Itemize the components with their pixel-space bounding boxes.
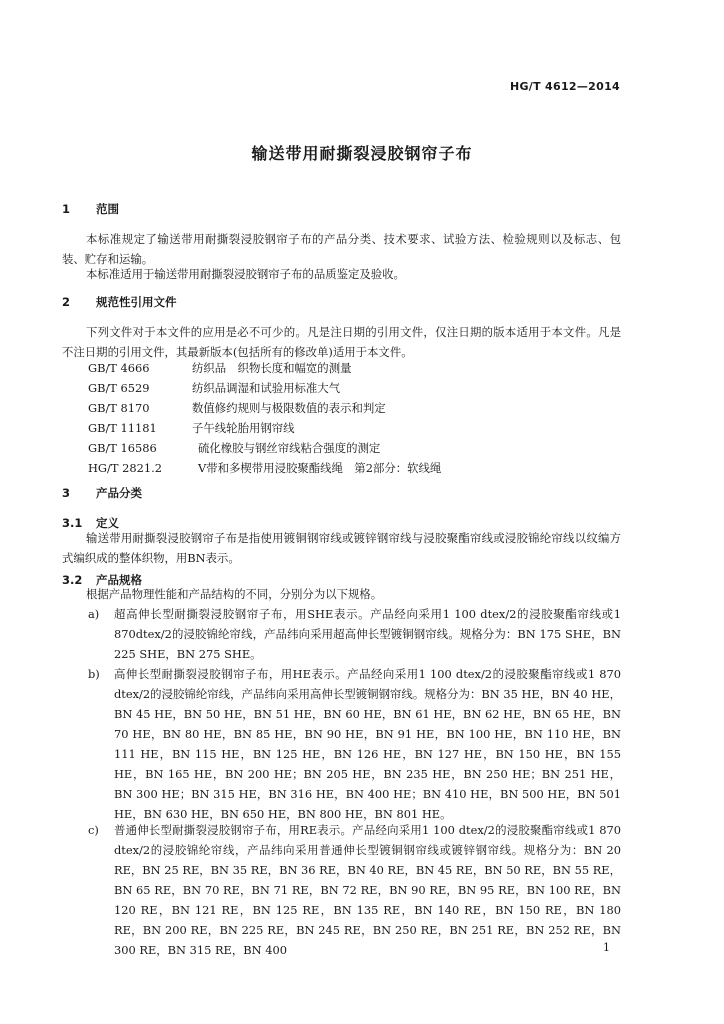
reference-code: GB/T 16586 [88,441,157,455]
reference-name: 纺织品调湿和试验用标准大气 [192,381,341,395]
reference-item [88,458,441,478]
reference-item [88,398,386,418]
section-3-2-paragraph-1: 根据产品物理性能和产品结构的不同，分别分为以下规格。 [86,587,383,601]
section-1-heading [62,201,119,217]
reference-item [88,438,380,458]
reference-name: 纺织品 织物长度和幅宽的测量 [192,361,352,375]
section-number: 2 [62,295,71,309]
section-3-1-paragraph-1: 输送带用耐撕裂浸胶钢帘子布是指使用镀铜钢帘线或镀锌钢帘线与浸胶聚酯帘线或浸胶锦纶帘线以纹编方式编织成的整体织物，用BN表示。 [62,531,621,565]
section-number: 1 [62,202,71,216]
section-number: 3.2 [62,573,83,587]
section-title: 产品分类 [96,486,142,500]
section-3-heading [62,485,142,501]
list-marker: b) [88,667,100,681]
section-title: 产品规格 [96,573,142,587]
list-item [62,604,621,664]
document-title: 输送带用耐撕裂浸胶钢帘子布 [251,144,473,163]
reference-code: GB/T 8170 [88,401,150,415]
list-marker: c) [88,823,99,837]
reference-name: 子午线轮胎用钢帘线 [192,421,295,435]
section-number: 3 [62,486,71,500]
list-text: 普通伸长型耐撕裂浸胶钢帘子布，用RE表示。产品经向采用1 100 dtex/2的浸胶聚酯帘线或1 870 dtex/2的浸胶锦纶帘线，产品纬向采用普通伸长型镀铜钢帘线或镀锌钢帘线。规格分为：BN 20 RE，BN 25 RE，BN 35 RE，BN 36 RE，BN 40 RE，BN 45 RE，BN 50 RE，BN 55 RE，BN 65 RE，BN 70 RE，BN 71 RE，BN 72 RE，BN 90 RE，BN 95 RE，BN 100 RE，BN 120 RE，BN 121 RE，BN 125 RE，BN 135 RE，BN 140 RE，BN 150 RE，BN 180 RE，BN 200 RE，BN 225 RE，BN 245 RE，BN 250 RE，BN 251 RE，BN 252 RE，BN 300 RE，BN 315 RE，BN 400 [114,823,621,957]
reference-name: 硫化橡胶与钢丝帘线粘合强度的测定 [198,441,381,455]
reference-item [88,378,340,398]
list-text: 高伸长型耐撕裂浸胶钢帘子布，用HE表示。产品经向采用1 100 dtex/2的浸胶聚酯帘线或1 870 dtex/2的浸胶锦纶帘线，产品纬向采用高伸长型镀铜钢帘线。规格分为：BN 35 HE，BN 40 HE，BN 45 HE，BN 50 HE，BN 51 HE，BN 60 HE，BN 61 HE，BN 62 HE，BN 65 HE，BN 70 HE，BN 80 HE，BN 85 HE，BN 90 HE，BN 91 HE，BN 100 HE，BN 110 HE，BN 111 HE，BN 115 HE，BN 125 HE，BN 126 HE，BN 127 HE，BN 150 HE，BN 155 HE，BN 165 HE，BN 200 HE；BN 205 HE，BN 235 HE，BN 250 HE；BN 251 HE，BN 300 HE；BN 315 HE，BN 316 HE，BN 400 HE；BN 410 HE，BN 500 HE，BN 501 HE，BN 630 HE，BN 650 HE，BN 800 HE，BN 801 HE。 [114,667,621,821]
list-marker: a) [88,607,100,621]
section-2-paragraph-1: 下列文件对于本文件的应用是必不可少的。凡是注日期的引用文件，仅注日期的版本适用于本文件。凡是不注日期的引用文件，其最新版本(包括所有的修改单)适用于本文件。 [62,325,621,359]
reference-item [88,358,351,378]
section-1-paragraph-2: 本标准适用于输送带用耐撕裂浸胶钢帘子布的品质鉴定及验收。 [86,267,405,281]
section-title: 范围 [96,202,119,216]
list-text: 超高伸长型耐撕裂浸胶钢帘子布，用SHE表示。产品经向采用1 100 dtex/2的浸胶聚酯帘线或1 870dtex/2的浸胶锦纶帘线，产品纬向采用超高伸长型镀铜钢帘线。规格分为：BN 175 SHE，BN 225 SHE，BN 275 SHE。 [114,607,621,661]
reference-code: GB/T 6529 [88,381,150,395]
reference-code: GB/T 4666 [88,361,150,375]
reference-code: GB/T 11181 [88,421,157,435]
page-number: 1 [603,941,610,954]
section-2-heading [62,294,177,310]
section-title: 规范性引用文件 [96,295,177,309]
section-number: 3.1 [62,516,83,530]
section-title: 定义 [96,516,119,530]
list-item [62,820,621,960]
reference-name: 数值修约规则与极限数值的表示和判定 [192,401,386,415]
list-item [62,664,621,824]
section-1-paragraph-1: 本标准规定了输送带用耐撕裂浸胶钢帘子布的产品分类、技术要求、试验方法、检验规则以及标志、包装、贮存和运输。 [62,232,621,266]
standard-code: HG/T 4612—2014 [509,80,620,93]
reference-code: HG/T 2821.2 [88,461,162,475]
reference-item [88,418,295,438]
reference-name: V带和多楔带用浸胶聚酯线绳 第2部分：软线绳 [198,461,442,475]
